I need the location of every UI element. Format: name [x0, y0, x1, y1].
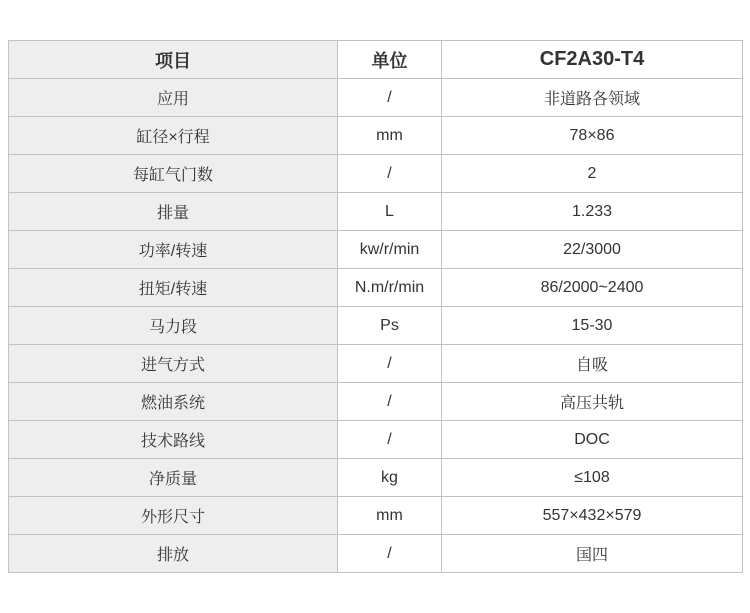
row-item-label: 扭矩/转速 [9, 269, 338, 307]
table-row [9, 497, 743, 535]
row-unit: / [338, 421, 442, 459]
row-unit: / [338, 383, 442, 421]
table-row [9, 231, 743, 269]
row-unit: kg [338, 459, 442, 497]
row-value: 15-30 [442, 307, 743, 345]
column-header-model: CF2A30-T4 [442, 41, 743, 79]
row-value: 1.233 [442, 193, 743, 231]
row-value: DOC [442, 421, 743, 459]
row-value: 非道路各领域 [442, 79, 743, 117]
row-item-label: 功率/转速 [9, 231, 338, 269]
row-unit: mm [338, 117, 442, 155]
row-value: 22/3000 [442, 231, 743, 269]
table-row [9, 269, 743, 307]
row-value: 2 [442, 155, 743, 193]
table-row [9, 193, 743, 231]
column-header-item: 项目 [9, 41, 338, 79]
row-item-label: 排放 [9, 535, 338, 573]
table-header-row [9, 41, 743, 79]
row-item-label: 技术路线 [9, 421, 338, 459]
row-item-label: 进气方式 [9, 345, 338, 383]
row-unit: Ps [338, 307, 442, 345]
row-item-label: 燃油系统 [9, 383, 338, 421]
row-unit: kw/r/min [338, 231, 442, 269]
row-item-label: 缸径×行程 [9, 117, 338, 155]
table-row [9, 345, 743, 383]
table-row [9, 79, 743, 117]
row-value: 自吸 [442, 345, 743, 383]
row-unit: N.m/r/min [338, 269, 442, 307]
table-row [9, 459, 743, 497]
row-item-label: 净质量 [9, 459, 338, 497]
row-item-label: 排量 [9, 193, 338, 231]
row-item-label: 外形尺寸 [9, 497, 338, 535]
column-header-unit: 单位 [338, 41, 442, 79]
engine-spec-table [8, 40, 743, 573]
row-item-label: 每缸气门数 [9, 155, 338, 193]
table-row [9, 117, 743, 155]
row-value: 557×432×579 [442, 497, 743, 535]
row-value: ≤108 [442, 459, 743, 497]
row-value: 国四 [442, 535, 743, 573]
row-unit: / [338, 79, 442, 117]
table-row [9, 155, 743, 193]
row-unit: / [338, 535, 442, 573]
table-row [9, 535, 743, 573]
row-unit: / [338, 345, 442, 383]
table-row [9, 383, 743, 421]
row-value: 78×86 [442, 117, 743, 155]
row-unit: / [338, 155, 442, 193]
table-row [9, 421, 743, 459]
row-item-label: 应用 [9, 79, 338, 117]
table-row [9, 307, 743, 345]
row-value: 高压共轨 [442, 383, 743, 421]
row-unit: mm [338, 497, 442, 535]
row-item-label: 马力段 [9, 307, 338, 345]
row-unit: L [338, 193, 442, 231]
row-value: 86/2000~2400 [442, 269, 743, 307]
